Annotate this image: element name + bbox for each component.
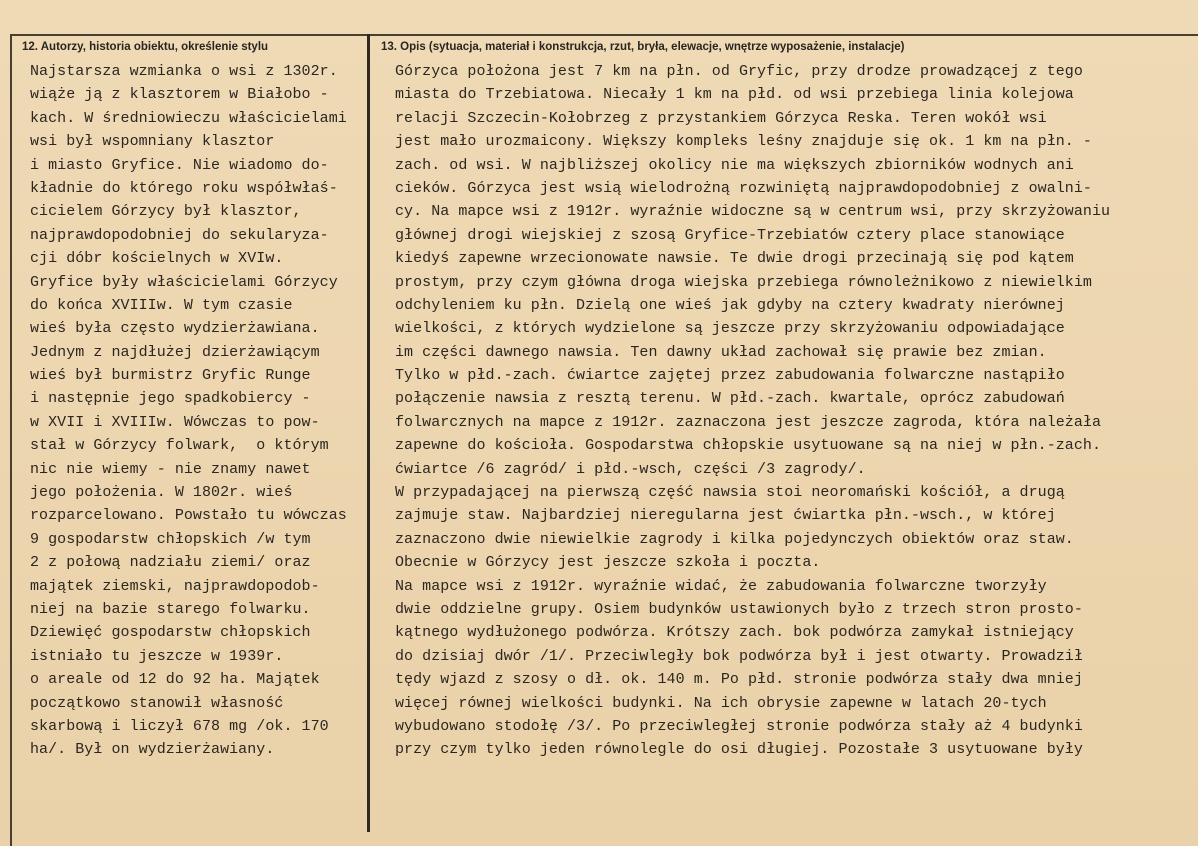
description-text-line: wybudowano stodołę /3/. Po przeciwległej stronie podwórza stały aż 4 budynki bbox=[395, 717, 1083, 735]
history-text-line: 2 z połową nadziału ziemi/ oraz bbox=[30, 554, 311, 572]
description-text-line: zapewne do kościoła. Gospodarstwa chłopskie usytuowane są na niej w płn.-zach. bbox=[395, 437, 1102, 455]
history-text-line: Najstarsza wzmianka o wsi z 1302r. bbox=[30, 63, 338, 80]
history-text-line: majątek ziemski, najprawdopodob- bbox=[30, 577, 320, 595]
history-text-line: kach. W średniowieczu właścicielami bbox=[30, 109, 347, 127]
description-text-line: głównej drogi wiejskiej z szosą Gryfice-Trzebiatów cztery place stanowiące bbox=[395, 226, 1065, 244]
description-text-line: Górzyca położona jest 7 km na płn. od Gryfic, przy drodze prowadzącej z tego bbox=[395, 63, 1083, 80]
description-text-line: im części dawnego nawsia. Ten dawny układ zachował się prawie bez zmian. bbox=[395, 343, 1047, 361]
description-text-line: prostym, przy czym główna droga wiejska przebiega równoleżnikowo z niewielkim bbox=[395, 273, 1092, 291]
description-text-line: jest mało urozmaicony. Większy kompleks leśny znajduje się ok. 1 km na płn. - bbox=[395, 133, 1092, 151]
history-text-line: i miasto Gryfice. Nie wiadomo do- bbox=[30, 156, 329, 174]
history-text-line: do końca XVIIIw. W tym czasie bbox=[30, 296, 293, 314]
description-text-line: ćwiartce /6 zagród/ i płd.-wsch, części /3 zagrody/. bbox=[395, 460, 866, 478]
description-text-line: tędy wjazd z szosy o dł. ok. 140 m. Po płd. stronie podwórza stały dwa mniej bbox=[395, 671, 1083, 689]
history-text-line: jego położenia. W 1802r. wieś bbox=[30, 484, 293, 502]
description-text-line: połączenie nawsia z resztą terenu. W płd.-zach. kwartale, oprócz zabudowań bbox=[395, 390, 1065, 408]
history-text-line: cicielem Górzycy był klasztor, bbox=[30, 203, 302, 221]
history-text-line: wieś był burmistrz Gryfic Runge bbox=[30, 367, 311, 385]
description-text-line: przy czym tylko jeden równolegle do osi długiej. Pozostałe 3 usytuowane były bbox=[395, 741, 1083, 759]
history-text-line: wieś była często wydzierżawiana. bbox=[30, 320, 320, 338]
history-text-line: kładnie do którego roku współwłaś- bbox=[30, 179, 338, 197]
left-border bbox=[10, 34, 12, 846]
history-text-line: cji dóbr kościelnych w XVIw. bbox=[30, 250, 284, 268]
history-text-line: o areale od 12 do 92 ha. Majątek bbox=[30, 671, 320, 689]
history-text-line: i następnie jego spadkobiercy - bbox=[30, 390, 311, 408]
description-text-line: W przypadającej na pierwszą część nawsia stoi neoromański kościół, a drugą bbox=[395, 484, 1065, 502]
section-12-header: 12. Autorzy, historia obiektu, określenie stylu bbox=[22, 41, 269, 53]
description-text-line: Tylko w płd.-zach. ćwiartce zajętej przez zabudowania folwarczne nastąpiło bbox=[395, 367, 1065, 385]
history-text-line: istniało tu jeszcze w 1939r. bbox=[30, 647, 284, 665]
history-text-line: rozparcelowano. Powstało tu wówczas bbox=[30, 507, 347, 525]
description-text-line: relacji Szczecin-Kołobrzeg z przystankiem Górzyca Reska. Teren wokół wsi bbox=[395, 109, 1047, 127]
description-text-line: zaznaczono dwie niewielkie zagrody i kilka pojedynczych obiektów oraz staw. bbox=[395, 530, 1074, 548]
history-text-line: wsi był wspomniany klasztor bbox=[30, 133, 275, 151]
history-text-line: wiąże ją z klasztorem w Białobo - bbox=[30, 86, 329, 104]
history-text-line: początkowo stanowił własność bbox=[30, 694, 284, 712]
description-text-line: miasta do Trzebiatowa. Niecały 1 km na płd. od wsi przebiega linia kolejowa bbox=[395, 86, 1074, 104]
description-text-line: kątnego wydłużonego podwórza. Krótszy zach. bok podwórza zamykał istniejący bbox=[395, 624, 1074, 642]
description-text-line: więcej równej wielkości budynki. Na ich obrysie zapewne w latach 20-tych bbox=[395, 694, 1047, 712]
history-text-line: ha/. Był on wydzierżawiany. bbox=[30, 741, 275, 759]
description-text-line: folwarcznych na mapce z 1912r. zaznaczona jest jeszcze zagroda, która należała bbox=[395, 413, 1102, 431]
history-text-line: skarbową i liczył 678 mg /ok. 170 bbox=[30, 717, 329, 735]
description-text-line: Obecnie w Górzycy jest jeszcze szkoła i poczta. bbox=[395, 554, 821, 572]
history-text-line: Dziewięć gospodarstw chłopskich bbox=[30, 624, 311, 642]
history-text-line: najprawdopodobniej do sekularyza- bbox=[30, 226, 329, 244]
description-text-line: zajmuje staw. Najbardziej nieregularna jest ćwiartka płn.-wsch., w której bbox=[395, 507, 1056, 525]
description-text-line: kiedyś zapewne wrzecionowate nawsie. Te dwie drogi przecinają się pod kątem bbox=[395, 250, 1074, 268]
description-text-line: dwie oddzielne grupy. Osiem budynków ustawionych było z trzech stron prosto- bbox=[395, 600, 1083, 618]
description-text-line: cy. Na mapce wsi z 1912r. wyraźnie widoczne są w centrum wsi, przy skrzyżowaniu bbox=[395, 203, 1111, 221]
description-text-line: do dzisiaj dwór /1/. Przeciwległy bok podwórza był i jest otwarty. Prowadził bbox=[395, 647, 1083, 665]
section-13-header: 13. Opis (sytuacja, materiał i konstrukcja, rzut, bryła, elewacje, wnętrze wyposażenie, instalacje) bbox=[381, 41, 905, 53]
history-text-line: nic nie wiemy - nie znamy nawet bbox=[30, 460, 311, 478]
history-text-line: Jednym z najdłużej dzierżawiącym bbox=[30, 343, 320, 361]
description-text-line: cieków. Górzyca jest wsią wielodrożną rozwiniętą najprawdopodobniej z owalni- bbox=[395, 179, 1092, 197]
description-text-column bbox=[395, 60, 1195, 762]
history-text-line: w XVII i XVIIIw. Wówczas to pow- bbox=[30, 413, 320, 431]
description-text-line: odchyleniem ku płn. Dzielą one wieś jak gdyby na cztery kwadraty nierównej bbox=[395, 296, 1065, 314]
history-text-line: Gryfice były właścicielami Górzycy bbox=[30, 273, 338, 291]
description-text-line: Na mapce wsi z 1912r. wyraźnie widać, że zabudowania folwarczne tworzyły bbox=[395, 577, 1047, 595]
top-rule bbox=[10, 34, 1198, 36]
description-text-line: zach. od wsi. W najbliższej okolicy nie ma większych zbiorników wodnych ani bbox=[395, 156, 1074, 174]
history-text-line: stał w Górzycy folwark, o którym bbox=[30, 437, 329, 455]
history-text-column bbox=[30, 60, 368, 762]
description-text-line: wielkości, z których wydzielone są jeszcze przy skrzyżowaniu odpowiadające bbox=[395, 320, 1065, 338]
history-text-line: niej na bazie starego folwarku. bbox=[30, 600, 311, 618]
history-text-line: 9 gospodarstw chłopskich /w tym bbox=[30, 530, 311, 548]
